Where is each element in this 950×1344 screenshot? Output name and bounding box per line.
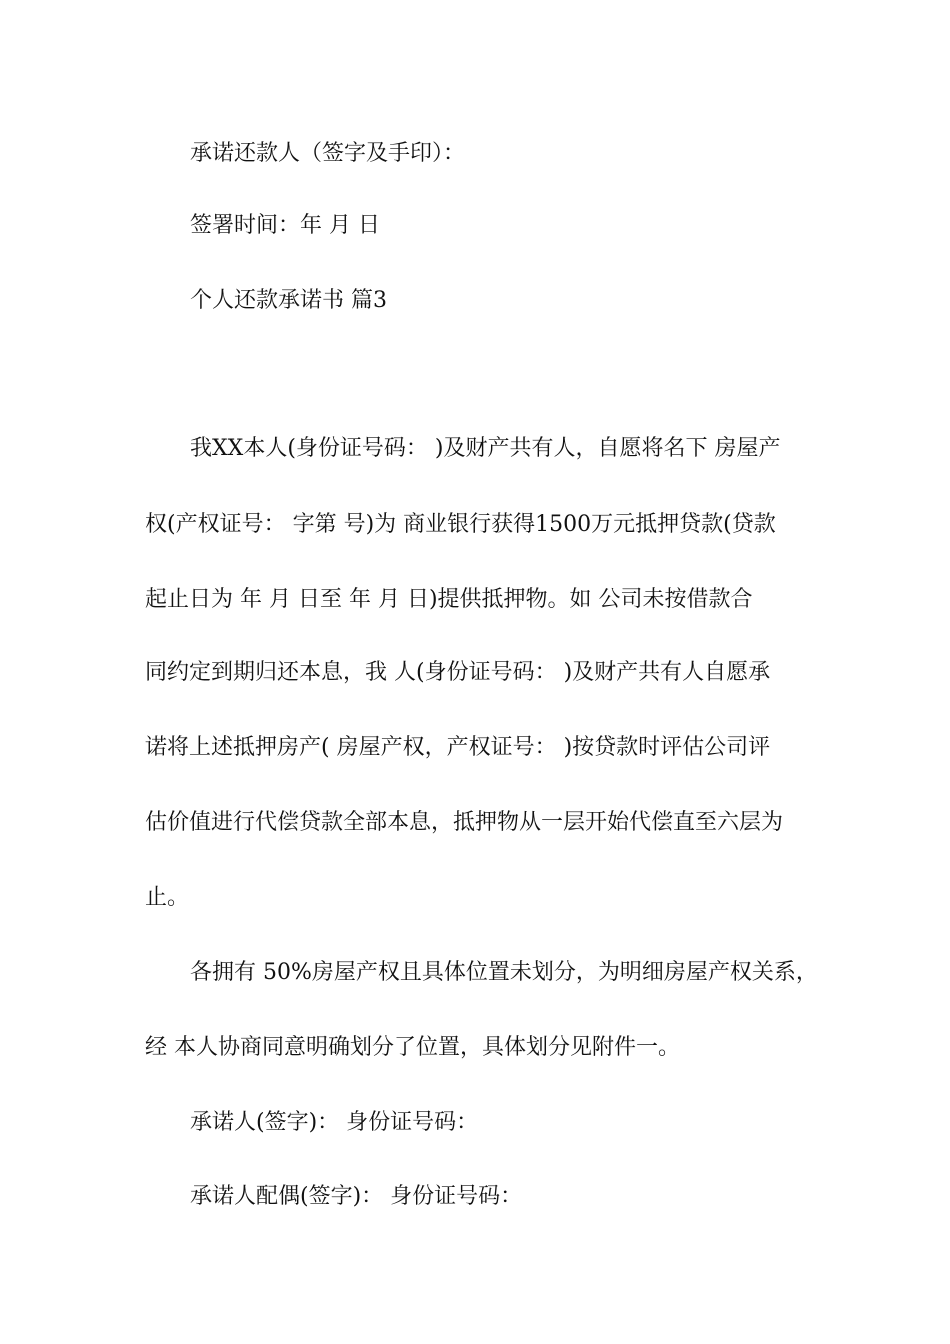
paragraph1-line: 同约定到期归还本息，我 人(身份证号码： )及财产共有人自愿承 [145,660,771,685]
section-title: 个人还款承诺书 篇3 [190,288,387,313]
repayer-signature-label: 承诺还款人（签字及手印）： [190,141,466,166]
paragraph1-line: 估价值进行代偿贷款全部本息，抵押物从一层开始代偿直至六层为 [145,810,784,835]
paragraph1-line: 我XX本人(身份证号码： )及财产共有人，自愿将名下 房屋产 [190,436,781,461]
paragraph2-line: 各拥有 50%房屋产权且具体位置未划分，为明细房屋产权关系， [190,960,818,985]
paragraph1-line: 起止日为 年 月 日至 年 月 日)提供抵押物。如 公司未按借款合 [145,587,753,612]
spouse-signature-label: 承诺人配偶(签字)： 身份证号码： [190,1184,523,1209]
sign-date-label: 签署时间：年 月 日 [190,213,380,238]
paragraph2-line: 经 本人协商同意明确划分了位置，具体划分见附件一。 [145,1035,680,1060]
promisor-signature-label: 承诺人(签字)： 身份证号码： [190,1110,479,1135]
paragraph1-line: 权(产权证号： 字第 号)为 商业银行获得1500万元抵押贷款(贷款 [145,512,776,537]
paragraph1-line: 诺将上述抵押房产( 房屋产权，产权证号： )按贷款时评估公司评 [145,735,771,760]
paragraph1-line: 止。 [145,885,190,910]
